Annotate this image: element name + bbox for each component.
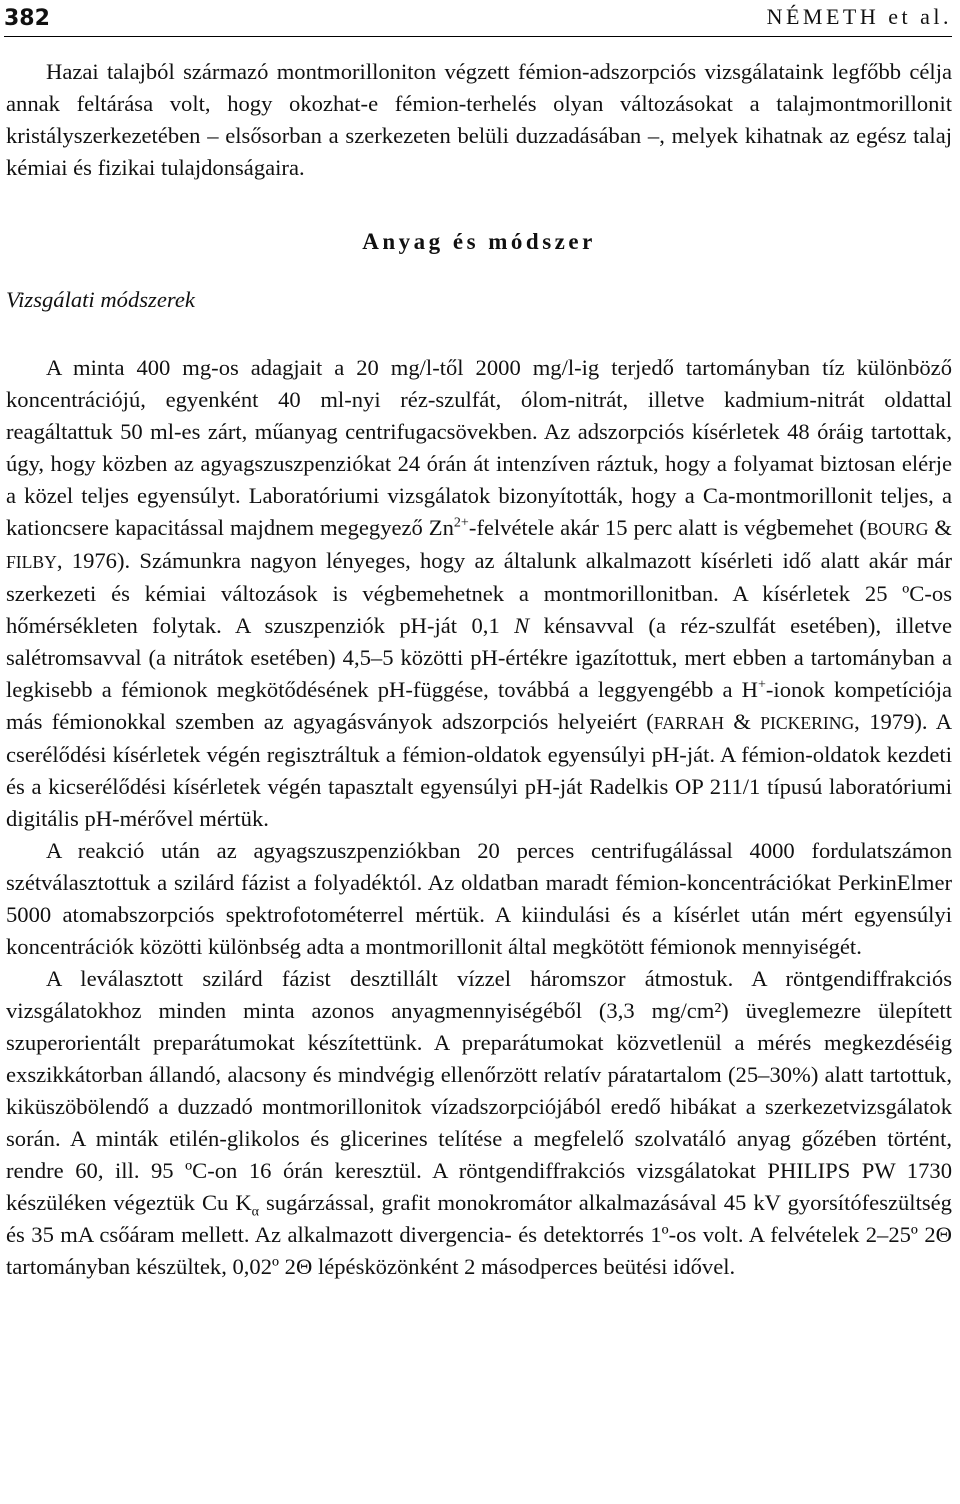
subsection-heading: Vizsgálati módszerek (6, 287, 195, 312)
article-body (6, 56, 952, 1283)
citation-author: FILBY (6, 552, 57, 572)
citation-year: , 1976). (56, 548, 140, 573)
running-head: NÉMETH et al. (766, 4, 952, 29)
methods-paragraph-3 (6, 963, 952, 1283)
citation-year: , 1979). (854, 709, 936, 734)
text-run: -felvétele akár 15 perc alatt is végbemehet ( (468, 515, 867, 540)
citation-author: FARRAH (653, 713, 724, 733)
section-heading: Anyag és módszer (362, 229, 596, 254)
text-run: & (723, 709, 761, 734)
text-run: sugárzással, grafit monokromátor alkalmazásával 45 kV gyorsítófeszültség és 35 mA csőáram mellett. Az alkalmazott divergencia- és detektorrés 1º-os volt. A felvételek 2–25º 2Θ tartományban készültek, 0,02º 2Θ lépésközönként 2 másodperces beütési idővel. (6, 1190, 952, 1279)
text-run: A cserélődési kísérletek végén regisztráltuk a fémion-oldatok egyensúlyi pH-ját. A fémion-oldatok kezdeti és a kicserélődési kísérletek végén tapasztalt egyensúlyi pH-ját Radelkis OP 211/1 típusú laboratóriumi digitális pH-mérővel mértük. (6, 709, 953, 831)
superscript: + (757, 677, 766, 693)
text-run: kénsavval (a réz-szulfát esetében), illetve salétromsavval (a nitrátok esetében) 4,5–5 közötti pH-értékre igazítottuk, mert ebben a tartományban a legkisebb a fémionok megkötődésének pH-függése, továbbá a leggyengébb a H (6, 613, 952, 702)
subscript: α (251, 1204, 259, 1220)
page-number: 382 (4, 6, 50, 31)
text-run: & (928, 515, 953, 540)
citation-author: BOURG (866, 519, 929, 539)
page-header (4, 4, 952, 37)
text-run: -ionok kompetíciója más fémionokkal szemben az agyagásványok adszorpciós helyeiért ( (6, 677, 953, 734)
methods-paragraph-1 (6, 352, 952, 835)
text-run: A minta 400 mg-os adagjait a 20 mg/l-től 2000 mg/l-ig terjedő tartományban tíz különböző koncentrációjú, egyenként 40 ml-nyi réz-szulfát, ólom-nitrát, illetve kadmium-nitrát oldattal reagáltattuk 50 ml-es zárt, műanyag centrifugacsövekben. Az adszorpciós kísérletek 48 óráig tartottak, úgy, hogy közben az agyagszuszpenziókat 24 órán át intenzíven ráztuk, hogy a folyamat biztosan elérje a közel teljes egyensúlyt. Laboratóriumi vizsgálatok bizonyították, hogy a Ca-montmorillonit teljes, a kationcsere kapacitással majdnem megegyező Zn (6, 355, 952, 540)
superscript: 2+ (453, 515, 469, 531)
text-run: Számunkra nagyon lényeges, hogy az általunk alkalmazott kísérleti idő alatt akár már szerkezeti és kémiai változások is végbemehetnek a montmorillonitban. A kísérletek 25 ºC-os hőmérsékleten folytak. A szuszpenziók pH-ját 0,1 (6, 548, 952, 638)
normality-symbol: N (514, 613, 530, 638)
intro-paragraph: Hazai talajból származó montmorilloniton végzett fémion-adszorpciós vizsgálataink legfőbb célja annak feltárása volt, hogy okozhat-e fémion-terhelés olyan változásokat a talajmontmorillonit kristályszerkezetében – elsősorban a szerkezeten belüli duzzadásában –, melyek kihatnak az egész talaj kémiai és fizikai tulajdonságaira. (6, 59, 952, 180)
methods-paragraph-2: A reakció után az agyagszuszpenziókban 20 perces centrifugálással 4000 fordulatszámon szétválasztottuk a szilárd fázist a folyadéktól. Az oldatban maradt fémion-koncentrációkat PerkinElmer 5000 atomabszorpciós spektrofotométerrel mértük. A kiindulási és a kísérlet után mért egyensúlyi koncentrációk közötti különbség adta a montmorillonit által megkötött fémionok mennyiségét. (6, 838, 952, 959)
text-run: A leválasztott szilárd fázist desztillált vízzel háromszor átmostuk. A röntgendiffrakciós vizsgálatokhoz minden minta azonos anyagmennyiségéből (3,3 mg/cm²) üveglemezre ülepített szuperorientált preparátumokat készítettünk. A preparátumokat közvetlenül a mérés megkezdéséig exszikkátorban állandó, alacsony és mindvégig ellenőrzött relatív páratartalom (25–30%) alatt tartottuk, kiküszöbölendő a duzzadó montmorillonitok vízadszorpciójából eredő hibákat a szerkezetvizsgálatok során. A minták etilén-glikolos és glicerines telítése a megfelelő szolvatáló anyag gőzében történt, rendre 60, ill. 95 ºC-on 16 órán keresztül. A röntgendiffrakciós vizsgálatokat PHILIPS PW 1730 készüléken végeztük Cu K (6, 966, 952, 1215)
citation-author: PICKERING (760, 713, 855, 733)
